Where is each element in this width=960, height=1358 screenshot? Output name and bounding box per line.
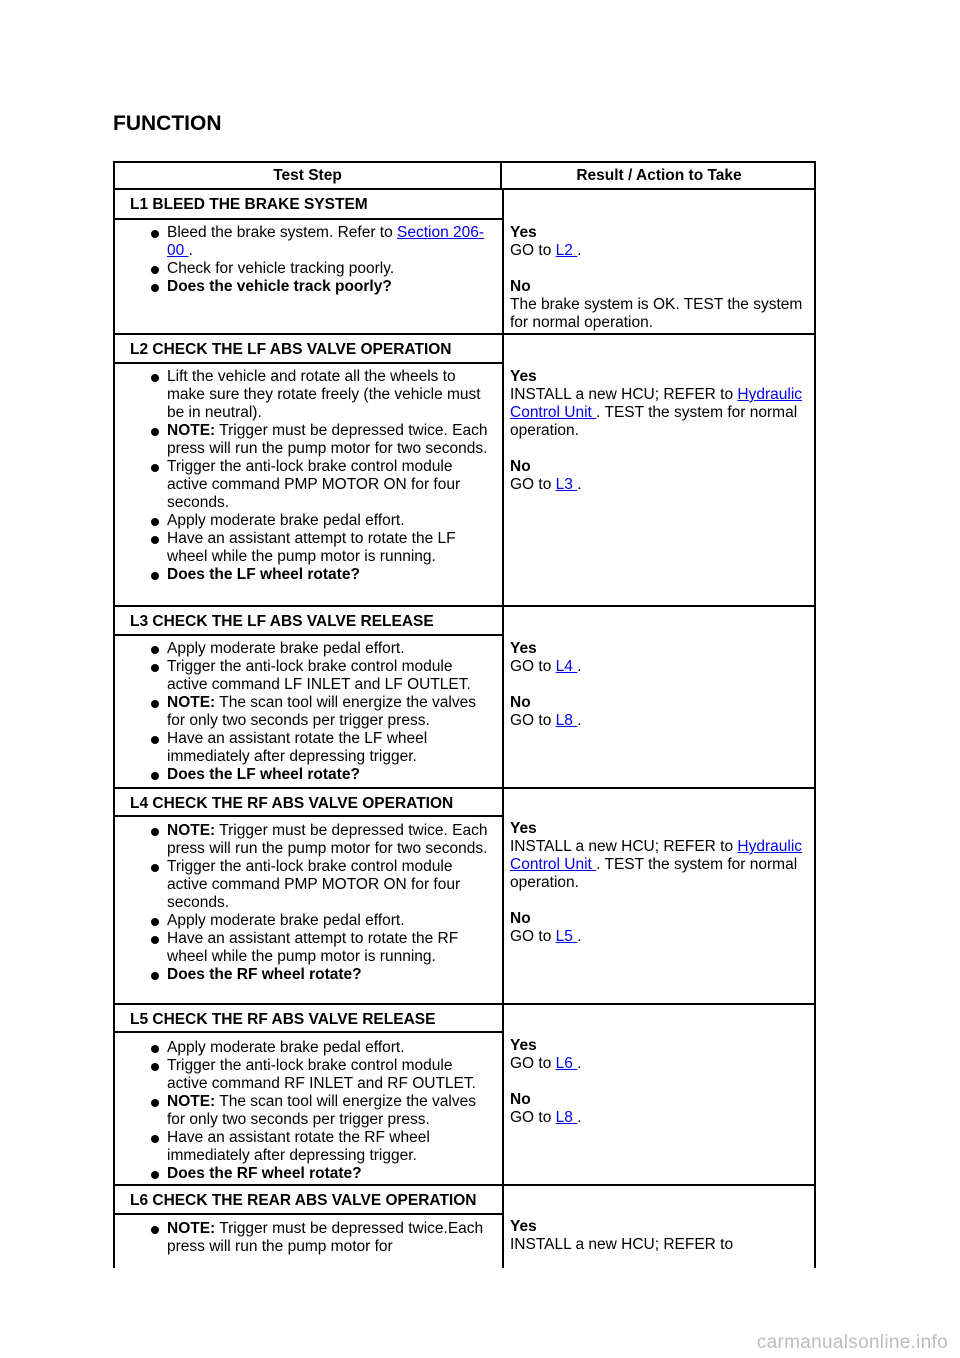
- list-item: [167, 640, 497, 658]
- list-item: [167, 912, 497, 930]
- item-text: Bleed the brake system. Refer to: [167, 224, 398, 241]
- hydraulic-control-unit-link[interactable]: Hydraulic Control Unit: [510, 386, 803, 421]
- result-text: GO to: [510, 928, 556, 945]
- bullet-icon: [151, 428, 159, 436]
- question-text: Does the RF wheel rotate?: [167, 1165, 362, 1182]
- item-text: The scan tool will energize the valves for only two seconds per trigger press.: [167, 694, 476, 729]
- result-l5: [510, 1037, 815, 1127]
- bullet-icon: [151, 536, 159, 544]
- step-title-l5: L5 CHECK THE RF ABS VALVE RELEASE: [130, 1011, 436, 1028]
- step-list-l3: [167, 640, 497, 784]
- item-text: The scan tool will energize the valves for only two seconds per trigger press.: [167, 1093, 476, 1128]
- list-item: [167, 368, 497, 422]
- bullet-icon: [151, 266, 159, 274]
- item-text: Trigger the anti-lock brake control module active command PMP MOTOR ON for four seconds.: [167, 858, 461, 911]
- item-text: Trigger must be depressed twice. Each press will run the pump motor for two seconds.: [167, 422, 488, 457]
- result-text: GO to: [510, 658, 556, 675]
- no-label: No: [510, 458, 531, 475]
- result-text: .: [577, 1109, 582, 1126]
- bullet-icon: [151, 374, 159, 382]
- bullet-icon: [151, 700, 159, 708]
- result-text: INSTALL a new HCU; REFER to: [510, 386, 738, 403]
- item-text: Trigger must be depressed twice. Each press will run the pump motor for two seconds.: [167, 822, 488, 857]
- result-l1: [510, 224, 815, 332]
- result-text: . TEST the system for normal operation.: [510, 404, 798, 439]
- result-text: .: [577, 712, 582, 729]
- bullet-icon: [151, 1135, 159, 1143]
- item-text: Lift the vehicle and rotate all the wheels to make sure they rotate freely (the vehicle must be in neutral).: [167, 368, 481, 421]
- step-title-l1: L1 BLEED THE BRAKE SYSTEM: [130, 196, 368, 213]
- header-result: Result / Action to Take: [502, 163, 816, 190]
- bullet-icon: [151, 284, 159, 292]
- result-text: GO to: [510, 242, 556, 259]
- step-list-l4: [167, 822, 497, 984]
- row-divider: [115, 1003, 816, 1005]
- question-text: Does the RF wheel rotate?: [167, 966, 362, 983]
- list-item: [167, 1039, 497, 1057]
- note-label: NOTE:: [167, 1220, 216, 1237]
- item-text: Have an assistant rotate the LF wheel immediately after depressing trigger.: [167, 730, 428, 765]
- list-item: [167, 422, 497, 458]
- list-item: [167, 858, 497, 912]
- item-text: Have an assistant attempt to rotate the RF wheel while the pump motor is running.: [167, 930, 459, 965]
- list-item-question: [167, 566, 497, 584]
- list-item: [167, 1220, 497, 1256]
- bullet-icon: [151, 918, 159, 926]
- bullet-icon: [151, 828, 159, 836]
- goto-l4-link[interactable]: L4: [555, 658, 578, 675]
- step-divider: [115, 362, 502, 364]
- bullet-icon: [151, 1226, 159, 1234]
- row-divider: [115, 1184, 816, 1186]
- goto-l6-link[interactable]: L6: [555, 1055, 578, 1072]
- bullet-icon: [151, 664, 159, 672]
- list-item-question: [167, 1165, 497, 1183]
- list-item: [167, 458, 497, 512]
- goto-l2-link[interactable]: L2: [555, 242, 578, 259]
- bullet-icon: [151, 230, 159, 238]
- row-divider: [115, 605, 816, 607]
- yes-label: Yes: [510, 1037, 537, 1054]
- step-title-l4: L4 CHECK THE RF ABS VALVE OPERATION: [130, 795, 454, 812]
- item-text: Check for vehicle tracking poorly.: [167, 260, 395, 277]
- item-text: .: [188, 242, 193, 259]
- yes-label: Yes: [510, 224, 537, 241]
- result-text: INSTALL a new HCU; REFER to: [510, 1236, 734, 1253]
- bullet-icon: [151, 1063, 159, 1071]
- result-text: The brake system is OK. TEST the system for normal operation.: [510, 296, 803, 331]
- step-title-l2: L2 CHECK THE LF ABS VALVE OPERATION: [130, 341, 452, 358]
- step-title-l3: L3 CHECK THE LF ABS VALVE RELEASE: [130, 613, 434, 630]
- question-text: Does the vehicle track poorly?: [167, 278, 392, 295]
- list-item-question: [167, 278, 497, 296]
- bullet-icon: [151, 736, 159, 744]
- result-l4: [510, 820, 815, 946]
- list-item-question: [167, 966, 497, 984]
- result-text: GO to: [510, 476, 556, 493]
- list-item: [167, 822, 497, 858]
- item-text: Have an assistant rotate the RF wheel immediately after depressing trigger.: [167, 1129, 430, 1164]
- list-item: [167, 694, 497, 730]
- note-label: NOTE:: [167, 1093, 216, 1110]
- bullet-icon: [151, 518, 159, 526]
- result-text: .: [577, 242, 582, 259]
- result-text: .: [577, 658, 582, 675]
- list-item: [167, 224, 497, 260]
- result-l2: [510, 368, 815, 494]
- step-list-l6: [167, 1220, 497, 1256]
- list-item-question: [167, 766, 497, 784]
- item-text: Trigger the anti-lock brake control module active command LF INLET and LF OUTLET.: [167, 658, 471, 693]
- bullet-icon: [151, 572, 159, 580]
- list-item: [167, 530, 497, 566]
- row-divider: [115, 333, 816, 335]
- no-label: No: [510, 910, 531, 927]
- row-divider: [115, 787, 816, 789]
- step-divider: [115, 634, 502, 636]
- bullet-icon: [151, 772, 159, 780]
- item-text: Apply moderate brake pedal effort.: [167, 640, 405, 657]
- header-test-step: Test Step: [115, 163, 502, 190]
- item-text: Trigger must be depressed twice.Each press will run the pump motor for: [167, 1220, 484, 1255]
- yes-label: Yes: [510, 820, 537, 837]
- step-divider: [115, 1031, 502, 1033]
- result-text: GO to: [510, 712, 556, 729]
- page-title: FUNCTION: [113, 112, 222, 135]
- list-item: [167, 512, 497, 530]
- bullet-icon: [151, 1099, 159, 1107]
- no-label: No: [510, 1091, 531, 1108]
- column-divider: [502, 190, 504, 1268]
- goto-l8-link[interactable]: L8: [555, 712, 578, 729]
- bullet-icon: [151, 1045, 159, 1053]
- list-item: [167, 930, 497, 966]
- bullet-icon: [151, 936, 159, 944]
- step-divider: [115, 218, 502, 220]
- list-item: [167, 658, 497, 694]
- item-text: Have an assistant attempt to rotate the LF wheel while the pump motor is running.: [167, 530, 456, 565]
- goto-l3-link[interactable]: L3: [555, 476, 578, 493]
- result-text: GO to: [510, 1109, 556, 1126]
- no-label: No: [510, 694, 531, 711]
- list-item: [167, 260, 497, 278]
- item-text: Trigger the anti-lock brake control module active command PMP MOTOR ON for four seconds.: [167, 458, 461, 511]
- hydraulic-control-unit-link[interactable]: Hydraulic Control Unit: [510, 838, 803, 873]
- bullet-icon: [151, 1171, 159, 1179]
- goto-l5-link[interactable]: L5: [555, 928, 578, 945]
- watermark: carmanualsonline.info: [756, 1332, 948, 1353]
- note-label: NOTE:: [167, 422, 216, 439]
- item-text: Apply moderate brake pedal effort.: [167, 1039, 405, 1056]
- result-l3: [510, 640, 815, 730]
- list-item: [167, 1093, 497, 1129]
- result-text: GO to: [510, 1055, 556, 1072]
- result-text: .: [577, 476, 582, 493]
- step-divider: [115, 1213, 502, 1215]
- result-text: .: [577, 1055, 582, 1072]
- list-item: [167, 1129, 497, 1165]
- section-link[interactable]: Section 206-00: [167, 224, 485, 259]
- result-text: .: [577, 928, 582, 945]
- step-list-l5: [167, 1039, 497, 1183]
- bullet-icon: [151, 864, 159, 872]
- result-text: INSTALL a new HCU; REFER to: [510, 838, 738, 855]
- yes-label: Yes: [510, 1218, 537, 1235]
- step-title-l6: L6 CHECK THE REAR ABS VALVE OPERATION: [130, 1192, 477, 1209]
- yes-label: Yes: [510, 368, 537, 385]
- step-list-l2: [167, 368, 497, 584]
- goto-l8-link[interactable]: L8: [555, 1109, 578, 1126]
- list-item: [167, 1057, 497, 1093]
- question-text: Does the LF wheel rotate?: [167, 566, 360, 583]
- bullet-icon: [151, 646, 159, 654]
- item-text: Trigger the anti-lock brake control module active command RF INLET and RF OUTLET.: [167, 1057, 476, 1092]
- result-text: . TEST the system for normal operation.: [510, 856, 798, 891]
- yes-label: Yes: [510, 640, 537, 657]
- question-text: Does the LF wheel rotate?: [167, 766, 360, 783]
- item-text: Apply moderate brake pedal effort.: [167, 512, 405, 529]
- note-label: NOTE:: [167, 822, 216, 839]
- list-item: [167, 730, 497, 766]
- result-l6: [510, 1218, 815, 1254]
- bullet-icon: [151, 464, 159, 472]
- note-label: NOTE:: [167, 694, 216, 711]
- item-text: Apply moderate brake pedal effort.: [167, 912, 405, 929]
- no-label: No: [510, 278, 531, 295]
- bullet-icon: [151, 972, 159, 980]
- step-divider: [115, 815, 502, 817]
- diagnostic-table: [113, 161, 816, 1268]
- step-list-l1: [167, 224, 497, 296]
